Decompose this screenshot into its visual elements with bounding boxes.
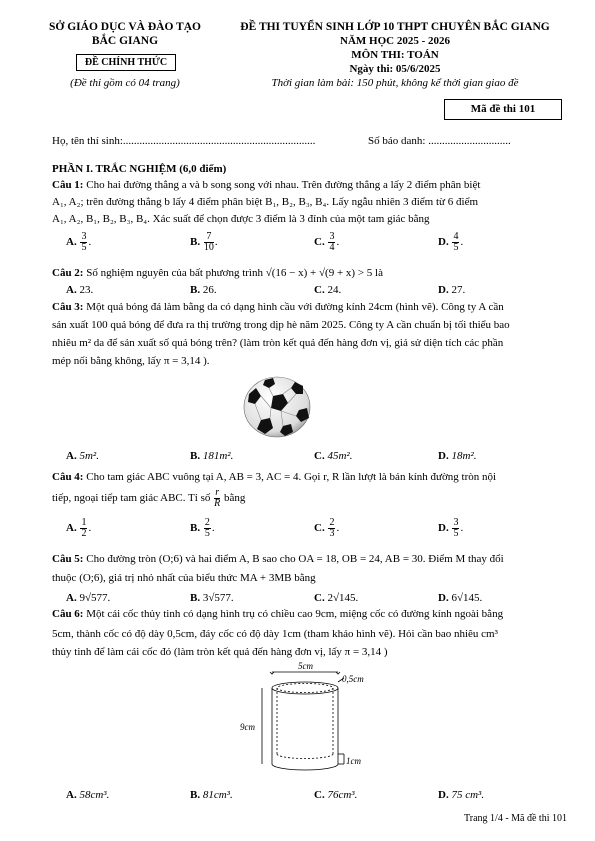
fig-bottom-label: 1cm <box>346 756 361 766</box>
fig-wall-label: 0,5cm <box>342 674 364 684</box>
q2-option-b[interactable]: B. 26. <box>190 284 217 296</box>
q2-option-a[interactable]: A. 23. <box>66 284 94 296</box>
q1-option-d[interactable]: D. $\frac{4}{5}$ . <box>438 231 464 253</box>
q1-option-c[interactable]: C. $\frac{3}{4}$ . <box>314 231 340 253</box>
q3-line4: mép nối bằng không, lấy π = 3,14 ). <box>52 355 210 367</box>
q6-line1: Một cái cốc thủy tinh có dạng hình trụ có chiều cao 9cm, miệng cốc có đường kính ngoài bằng <box>86 608 504 620</box>
q3-option-d[interactable]: D. 18m². <box>438 450 477 462</box>
fig-height-label: 9cm <box>240 722 255 732</box>
q3-line3: nhiêu m² da để sản xuất số quả bóng trên? (làm tròn kết quả đến hàng đơn vị, giả sử diện tích các phần <box>52 337 504 349</box>
q2-text: Số nghiệm nguyên của bất phương trình √(16 − x) + √(9 + x) > 5 là <box>86 267 383 279</box>
q3-option-a[interactable]: A. 5m². <box>66 450 99 462</box>
q5-option-d[interactable]: D. 6√145. <box>438 592 483 604</box>
q5-option-a[interactable]: A. 9√577. <box>66 592 111 604</box>
q2-option-d[interactable]: D. 27. <box>438 284 466 296</box>
q6-option-b[interactable]: B. 81cm³. <box>190 789 233 801</box>
q1-line2: A₁, A₂; trên đường thẳng b lấy 4 điểm phân biệt B₁, B₂, B₃, B₄. Lấy ngẫu nhiên 3 điểm từ 6 điểm <box>52 196 479 208</box>
student-name-field[interactable]: Họ, tên thí sinh:...................................................................... <box>52 135 316 147</box>
question-3 <box>52 300 567 314</box>
q3-line2: sản xuất 100 quả bóng để đưa ra thị trường trong dịp hè năm 2025. Công ty A cần chuẩn bị tối thiểu bao <box>52 319 510 331</box>
question-6 <box>52 607 572 621</box>
q5-option-b[interactable]: B. 3√577. <box>190 592 234 604</box>
official-label: ĐỀ CHÍNH THỨC <box>84 57 168 68</box>
q1-label: Câu 1: <box>52 179 84 191</box>
soccer-ball-image <box>243 376 311 438</box>
q3-line1: Một quả bóng đá làm bằng da có dạng hình cầu với đường kính 24cm (hình vẽ). Công ty A cần <box>86 301 504 313</box>
exam-duration: Thời gian làm bài: 150 phút, không kể thời gian giao đề <box>271 77 519 89</box>
q3-option-b[interactable]: B. 181m². <box>190 450 234 462</box>
subject: MÔN THI: TOÁN <box>351 49 439 61</box>
q6-option-c[interactable]: C. 76cm³. <box>314 789 358 801</box>
pages-note: (Đề thi gồm có 04 trang) <box>70 77 180 89</box>
exam-code-box <box>444 99 562 120</box>
q6-line2: 5cm, thành cốc có độ dày 0,5cm, đáy cốc có độ dày 1cm (tham khảo hình vẽ). Hỏi cần bao nhiêu cm³ <box>52 628 498 640</box>
q2-option-c[interactable]: C. 24. <box>314 284 342 296</box>
q4-option-c[interactable]: C. $\frac{2}{3}$ . <box>314 517 340 539</box>
q3-option-c[interactable]: C. 45m². <box>314 450 353 462</box>
exam-code: Mã đề thi 101 <box>470 103 536 115</box>
q6-label: Câu 6: <box>52 608 84 620</box>
q4-line2: tiếp, ngoại tiếp tam giác ABC. Tỉ số $\frac{r}{R}$ bằng <box>52 487 246 509</box>
q5-line1: Cho đường tròn (O;6) và hai điểm A, B sao cho OA = 18, OB = 24, AB = 30. Điểm M thay đổi <box>86 553 504 565</box>
q5-line2: thuộc (O;6), giá trị nhỏ nhất của biểu thức MA + 3MB bằng <box>52 572 316 584</box>
q1-option-b[interactable]: B. $\frac{7}{10}$ . <box>190 231 218 253</box>
q3-label: Câu 3: <box>52 301 84 313</box>
q1-line3: A₁, A₂, B₁, B₂, B₃, B₄. Xác suất để chọn được 3 điểm là 3 đỉnh của một tam giác bằng <box>52 213 430 225</box>
question-1 <box>52 178 562 192</box>
q4-option-a[interactable]: A. $\frac{1}{2}$ . <box>66 517 92 539</box>
school-year: NĂM HỌC 2025 - 2026 <box>340 35 450 47</box>
exam-title: ĐỀ THI TUYỂN SINH LỚP 10 THPT CHUYÊN BẮC GIANG <box>240 21 550 33</box>
fig-top-label: 5cm <box>298 661 313 671</box>
q4-label: Câu 4: <box>52 471 84 483</box>
q5-option-c[interactable]: C. 2√145. <box>314 592 359 604</box>
q2-label: Câu 2: <box>52 267 84 279</box>
q4-option-b[interactable]: B. $\frac{2}{5}$ . <box>190 517 215 539</box>
province-name: BẮC GIANG <box>91 35 159 47</box>
exam-date: Ngày thi: 05/6/2025 <box>349 63 441 75</box>
q1-option-a[interactable]: A. $\frac{3}{5}$ . <box>66 231 92 253</box>
question-5 <box>52 552 567 566</box>
official-badge <box>76 54 176 71</box>
q4-option-d[interactable]: D. $\frac{3}{5}$ . <box>438 517 464 539</box>
student-id-field[interactable]: Số báo danh: .............................. <box>368 135 511 147</box>
q1-line1: Cho hai đường thẳng a và b song song với nhau. Trên đường thẳng a lấy 2 điểm phân biệt <box>86 179 481 191</box>
question-4 <box>52 470 567 484</box>
q6-line3: thủy tinh để làm cái cốc đó (làm tròn kết quả đến hàng đơn vị, lấy π = 3,14 ) <box>52 646 388 658</box>
q6-option-d[interactable]: D. 75 cm³. <box>438 789 485 801</box>
page-footer: Trang 1/4 - Mã đề thi 101 <box>464 813 567 824</box>
q6-option-a[interactable]: A. 58cm³. <box>66 789 110 801</box>
q5-label: Câu 5: <box>52 553 84 565</box>
q4-line1: Cho tam giác ABC vuông tại A, AB = 3, AC = 4. Gọi r, R lần lượt là bán kính đường tròn nội <box>86 471 497 483</box>
department-name: SỞ GIÁO DỤC VÀ ĐÀO TẠO <box>49 21 201 33</box>
glass-cup-diagram <box>240 660 390 778</box>
section-title: PHẦN I. TRẮC NGHIỆM (6,0 điểm) <box>52 163 227 175</box>
question-2 <box>52 266 562 280</box>
